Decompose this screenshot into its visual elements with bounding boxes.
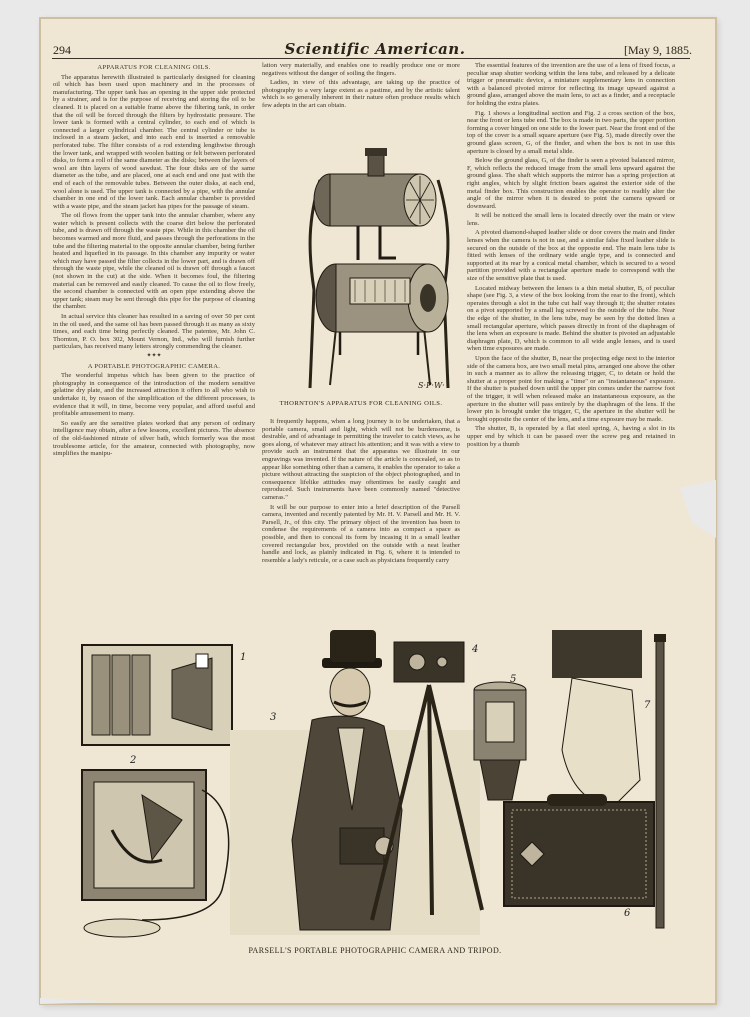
- article-paragraph: It will be our purpose to enter into a brief description of the Parsell camera, invented and recently patented by Mr. H. V. Parsell and Mr. H. V. Parsell, Jr., of this city. The primary object of the invention has been to condense the requirements of a camera into as compact a space as possible, and then to conceal its form by incasing it in a small leather covered rectangular box, provided on the outside with a neat leather handle and lock, as plainly indicated in Fig. 6, where it is intended to resemble a lady's reticule, or a case such as physicians frequently carry: [262, 503, 460, 564]
- fig-5-lens-tube: [474, 674, 526, 800]
- column-2-top: [262, 62, 460, 109]
- article-paragraph: Fig. 1 shows a longitudinal section and Fig. 2 a cross section of the box, near the front or lens tube end. The box is made in two parts, the upper portion forming a cover hinged on one side to the lower part. Near the front end of the top of the cover is a small square aperture (see Fig. 5), made directly over the ground glass screen, G, of the finder, and when the box is not in use this aperture is closed by a small metal slide.: [467, 109, 675, 155]
- fig-number: 3: [270, 712, 277, 723]
- article-paragraph: It frequently happens, when a long journey is to be undertaken, that a portable camera, small and light, which will not be burdensome, is desirable, and of advantage in permitting the traveler to catch views, as he goes along, of whatever may attract his attention; and it was with a view to provide such an instrument that the apparatus we illustrate in our engravings was invented. If the nature of the article is concealed, so as to appear like something other than a camera, it enables the operator to take a picture without attracting the suspicion of the object photographed, and in consequence lifelike attitudes may oftentimes be easily caught and reproduced. Such instruments have been commonly named "detective cameras.": [262, 418, 460, 501]
- article-paragraph: In actual service this cleaner has resulted in a saving of over 50 per cent in the oil used, and the same oil has been passed through it as many as sixty times, and each time being perfectly cleaned. The patentee, Mr. John C. Thornton, P. O. box 302, Mount Vernon, Ind., who will furnish further particulars, has received many letters strongly commending the cleaner.: [53, 313, 255, 351]
- article-paragraph: So easily are the sensitive plates worked that any person of ordinary intelligence may obtain, after a few lessons, excellent pictures. The absence of the old-fashioned nitrate of silver bath, which formerly was the most troublesome article, for the amateur, connected with photography, now simplifies the manipu-: [53, 419, 255, 458]
- header-rule: [52, 58, 690, 59]
- article-paragraph: Located midway between the lenses is a thin metal shutter, B, of peculiar shape (see Fig. 3, a view of the box looking from the rear to the front), which operates through a slot in the tube cut half way through it; the shutter rotates on a pivot supported by a small lug screwed to the outside of the tube. Near the edge of the shutter, in the lens tube, may be seen by the dotted lines a small rectangular aperture, which passes directly in front of the diaphragm of the lens when an exposure is made. Behind the shutter is pivoted an adjustable diaphragm plate, D, which is common to all wide angle lenses, and is used when time exposures are made.: [467, 284, 675, 353]
- fig-number: 5: [510, 674, 517, 685]
- fig-number: 7: [644, 700, 651, 711]
- article-paragraph: lation very materially, and enables one to readily produce one or more negatives without the danger of soiling the fingers.: [262, 62, 460, 77]
- fig-2-section: [82, 755, 229, 937]
- article-paragraph: It will be noticed the small lens is located directly over the main or view lens.: [467, 212, 675, 227]
- fig-number: 1: [240, 652, 247, 663]
- oil-figure-caption: THORNTON'S APPARATUS FOR CLEANING OILS.: [279, 400, 443, 407]
- camera-figure-caption: PARSELL'S PORTABLE PHOTOGRAPHIC CAMERA AND TRIPOD.: [248, 946, 502, 955]
- masthead-title: Scientific American.: [284, 40, 466, 58]
- fig-number: 4: [472, 644, 479, 655]
- oil-cleaner-engraving: [300, 140, 460, 395]
- page-header: [0, 40, 750, 60]
- fig-6-camera-box: [504, 630, 654, 919]
- fig-number: 6: [624, 908, 631, 919]
- article-title-oil-cleaner: APPARATUS FOR CLEANING OILS.: [97, 64, 211, 71]
- issue-date: [May 9, 1885.: [624, 43, 692, 57]
- column-1: [53, 62, 255, 620]
- fig-1-section: [82, 645, 246, 745]
- article-paragraph: The shutter, B, is operated by a flat steel spring, A, having a slot in its upper end by which it can be passed over the screw peg and retained in position by a thumb: [467, 425, 675, 448]
- column-3: [467, 62, 675, 650]
- article-paragraph: Ladies, in view of this advantage, are taking up the practice of photography to a very large extent as a pastime, and by the artistic talent which is so generally inherent in their nature often produce results which few adepts in the art can obtain.: [262, 79, 460, 109]
- camera-engraving: [72, 630, 682, 942]
- article-paragraph: The wonderful impetus which has been given to the practice of photography in consequence of the introduction of the modern sensitive gelatine dry plate, and the increased attraction it offers to all who wish to undertake it, by reason of the simplification of the different processes, is evidence that it will, in time, become very popular, and afford useful and profitable amusement to many.: [53, 372, 255, 418]
- engraver-signature: S·P·W·: [418, 381, 445, 390]
- article-paragraph: Below the ground glass, G, of the finder is seen a pivoted balanced mirror, F, which reflects the reduced image from the small lens upward against the ground glass. The shaft which supports the mirror has a spring projection at right angles, which by slight friction bears against the exterior side of the metal finder box. This construction enables the operator to readily alter the angle of the mirror when it is desired to point the camera upward or downward.: [467, 157, 675, 210]
- article-paragraph: Upon the face of the shutter, B, near the projecting edge next to the interior side of the camera box, are two small metal pins, arranged one above the other in such a manner as to allow the releasing trigger, C, to detain or hold the shutter at a proper point for making a "time" or an "instantaneous" exposure. If the shutter is pushed down until the upper pin comes under the narrow foot of the trigger, it will when released make an instantaneous exposure, as the aperture in the shutter will pass entirely by the diaphragm of the lens. If the lower pin is brought under the trigger, C, the aperture in the shutter will be brought opposite the center of the lens, and a time exposure may be made.: [467, 354, 675, 423]
- column-2: [262, 418, 460, 624]
- section-separator: ✦✦✦: [146, 352, 162, 359]
- article-title-camera: A PORTABLE PHOTOGRAPHIC CAMERA.: [87, 362, 221, 370]
- article-paragraph: The apparatus herewith illustrated is particularly designed for cleaning oil which has been used upon machinery and in the processes of manufacturing. The upper tank has an opening in the upper side protected by a strainer, and is for the purpose of receiving and storing the oil to be cleaned. It is placed on a suitable frame above the filtering tank, in order that the oil will be forced through the filters by hydrostatic pressure. The lower tank is formed with a central cylinder, to each end of which is connected a larger cylindrical chamber. The central cylinder or tube is inclosed in a steam jacket, and into each end is inserted a removable perforated tube. The filter consists of a rod extending lengthwise through the lower tank, and wrapped with woolen batting or felt between perforated disks, to form a roll of the same diameter as the disks; between the layers of wool are thin layers of wood sawdust. The four disks are of the same diameter as the tube, and are placed, one at each end and one just with the end of each of the removable tubes. Between the outer disks, at each end, wool alone is used. The upper tank is connected by a pipe, with the annular chamber in one end of the lower tank. Each annular chamber is provided with a waste pipe, and the steam jacket has pipes for the passage of steam.: [53, 73, 255, 210]
- article-paragraph: The oil flows from the upper tank into the annular chamber, where any water which is present collects with the coarse dirt below the perforated tube, and is drawn off through the waste pipe. While in this chamber the oil becomes warmed and more fluid, and passes through the perforations in the tube and the filtering material to the opposite annular chamber, being further heated and liquefied in its passage. In this chamber any impurity or water which may have passed the filter collects in the lower part, and is drawn off through the waste pipe, while the cleaned oil is drawn off through a faucet (not shown in the cut) at the side. When it becomes foul, the filtering material can be removed and easily cleaned. To cause the oil to flow freely, the second chamber is connected with an open pipe extending above the upper tank; steam may be sent through this pipe for the purpose of cleaning the chamber.: [53, 212, 255, 311]
- page-number: 294: [53, 43, 71, 57]
- fig-number: 2: [130, 755, 137, 766]
- article-paragraph: A pivoted diamond-shaped leather slide or door covers the main and finder lenses when the camera is not in use, and a similar false fixed leather slide is secured on the outside of the box at the opposite end. The main lens tube is fitted with lenses of the ordinary wide angle type, and is connected and supported at its rear by a conical metal chamber, which is secured to a wood partition provided with a rectangular aperture made to correspond with the size of the sensitive plate that is used.: [467, 229, 675, 283]
- article-paragraph: The essential features of the invention are the use of a lens of fixed focus, a peculiar snap shutter working within the lens tube, and released by a delicate trigger or pneumatic device, a miniature supplementary lens in connection with a balanced pivoted mirror for reflecting its image upward against a ground glass, arranged above the main lens, to act as a finder, and a receptacle for holding the extra plates.: [467, 62, 675, 107]
